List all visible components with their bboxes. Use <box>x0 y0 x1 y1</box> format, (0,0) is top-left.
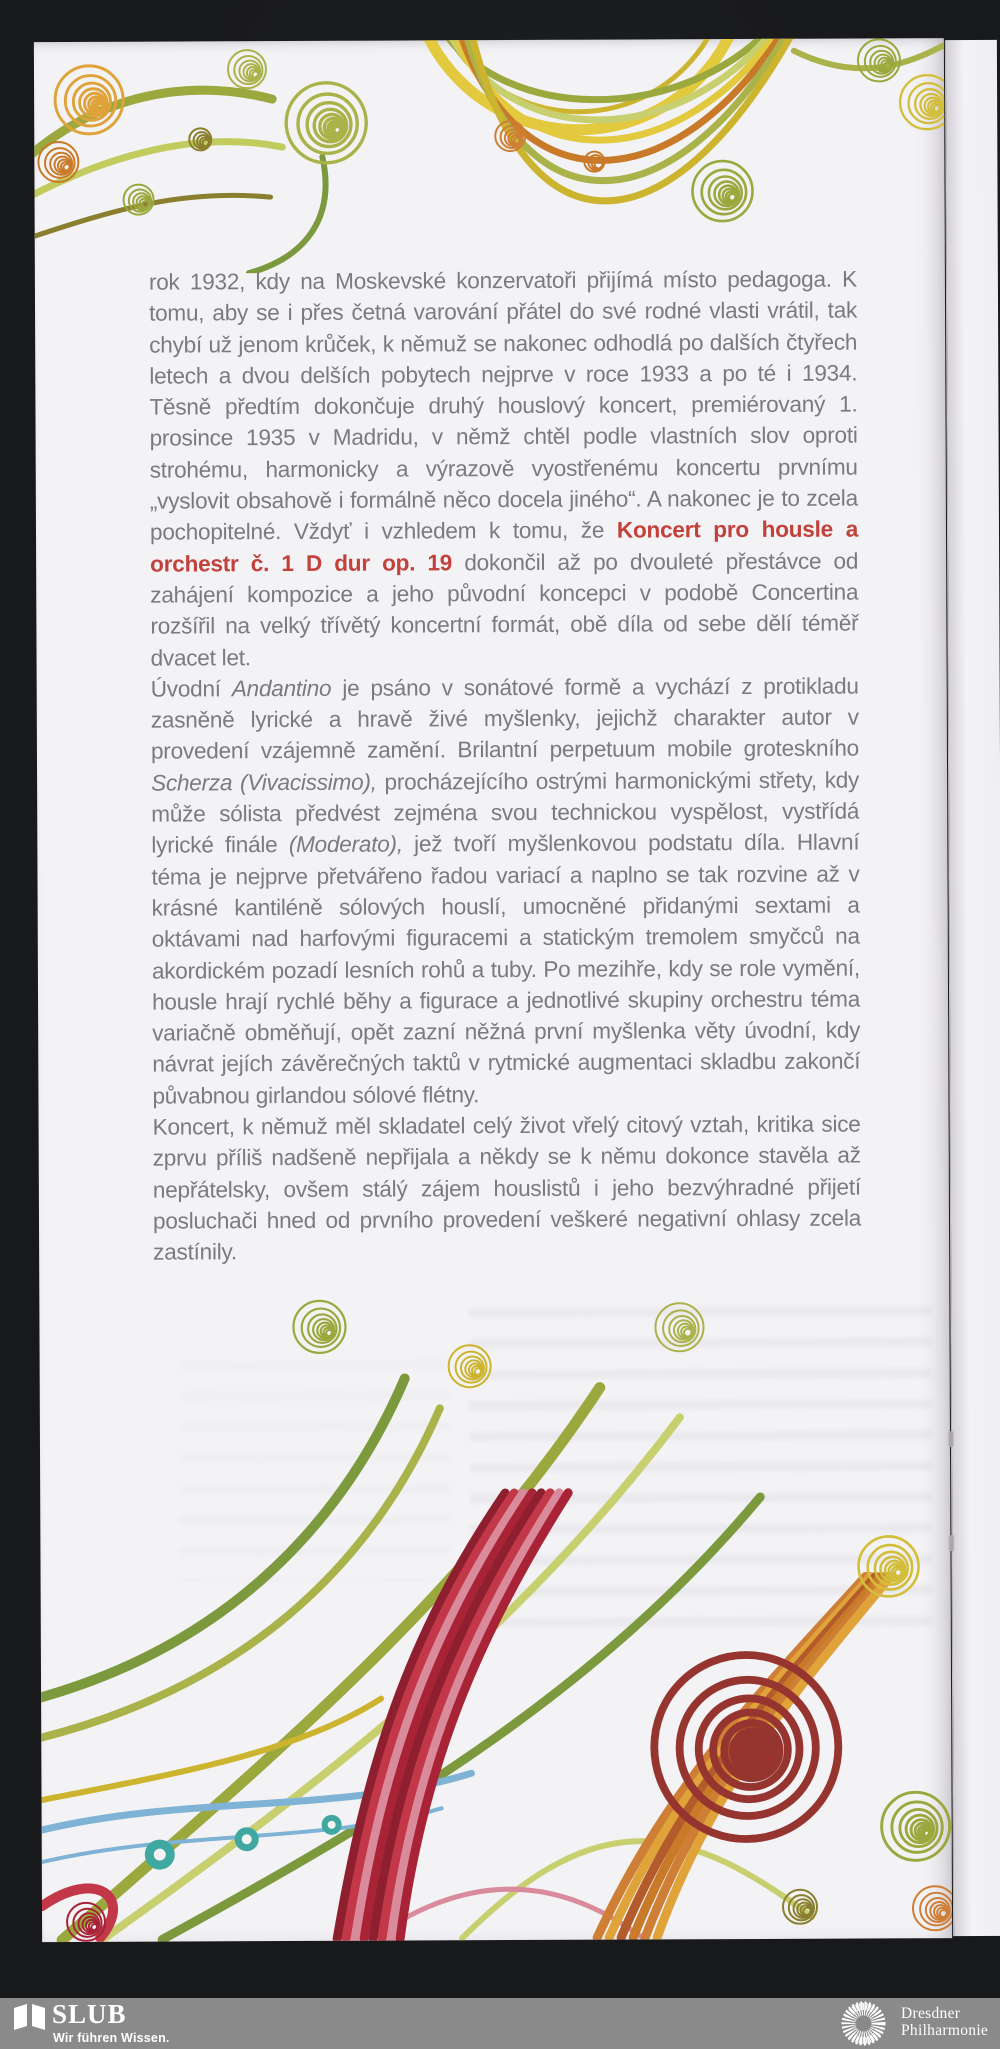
tempo-marking: Scherza (Vivacissimo), <box>151 769 377 796</box>
scanned-page-spread <box>34 38 1000 1942</box>
staple <box>949 1535 953 1551</box>
tempo-marking: Andantino <box>231 675 332 702</box>
slub-book-icon[interactable] <box>13 2003 47 2031</box>
work-title-highlight: Koncert pro housle a orchestr č. 1 D dur op. 19 <box>150 516 859 577</box>
philharmonie-line2: Philharmonie <box>901 2022 989 2039</box>
text-run: Úvodní <box>150 676 232 702</box>
text-run: dokončil až po dvouleté přestávce od zahájení kompozice a jeho původní koncepci v podobě Concertina rozšířil na velký třívětý koncertní formát, obě díla od sebe dělí téměř dvacet let. <box>150 548 859 671</box>
text-run: jež tvoří myšlenkovou podstatu díla. Hlavní téma je nejprve přetvářeno řadou variací a naplno se tak rozvine až v krásné kantiléně sólových houslí, umocněné přidanými sextami a oktávami nad harfovými figuracemi a statickým tremolem smyčců na akordickém pozadí lesních rohů a tuby. Po mezihře, kdy se role vymění, housle hrají rychlé běhy a figurace a jednotlivé skupiny orchestru téma variačně obměňují, opět zazní něžná první myšlenka věty úvodní, kdy návrat jejích závěrečných taktů v rytmické augmentaci skladbu zakončí půvabnou girlandou sólové flétny. <box>151 829 861 1109</box>
philharmonie-starburst-icon[interactable] <box>840 2000 887 2047</box>
page-text <box>149 264 861 1269</box>
text-run: je psáno v sonátové formě a vychází z protikladu zasněně lyrické a hravě živé myšlenky, jejichž charakter autor v provedení vzájemně zamění. Brilantní perpetuum mobile groteskního <box>150 673 860 765</box>
tempo-marking: (Moderato), <box>288 831 403 858</box>
philharmonie-line1: Dresdner <box>901 2005 961 2022</box>
body-paragraph <box>153 1109 862 1269</box>
body-paragraph <box>149 264 859 674</box>
text-run: Koncert, k němuž měl skladatel celý život vřelý citový vztah, kritika sice zprvu příliš nadšeně nepřijala a někdy se k němu dokonce stavěla až nepřátelsky, ovšem stálý zájem houslistů i jeho bezvýhradné přijetí posluchači hned od prvního provedení veškeré negativní ohlasy zcela zastínily. <box>152 1111 862 1265</box>
viewer-footer <box>0 1998 1000 2049</box>
booklet-page <box>34 38 952 1942</box>
staple <box>949 1431 953 1447</box>
quilling-art-bottom <box>39 1266 952 1942</box>
philharmonie-logo-text[interactable] <box>901 2005 988 2039</box>
adjacent-page-edge <box>945 40 1000 1936</box>
quilling-art-top <box>34 38 945 274</box>
slub-tagline: Wir führen Wissen. <box>53 2031 170 2045</box>
text-run: rok 1932, kdy na Moskevské konzervatoři přijímá místo pedagoga. K tomu, aby se i přes četná varování přátel do své rodné vlasti vrátil, tak chybí už jenom krůček, k němuž se nakonec odhodlá po dalších čtyřech letech a dvou delších pobytech nejprve v roce 1933 a po té i 1934. Těsně předtím dokončuje druhý houslový koncert, premiérovaný 1. prosince 1935 v Madridu, v němž chtěl podle vlastních slov oproti strohému, harmonicky a výrazově vyostřenému koncertu prvnímu „vyslovit obsahově i formálně něco docela jiného“. A nakonec je to zcela pochopitelné. Vždyť i vzhledem k tomu, že <box>148 266 858 545</box>
text-run: procházejícího ostrými harmonickými střety, kdy může sólista předvést zejména svou technickou vyspělost, vystřídá lyrické finále <box>151 767 860 858</box>
body-paragraph <box>151 670 861 1111</box>
slub-logo[interactable]: SLUB <box>52 1999 127 2029</box>
